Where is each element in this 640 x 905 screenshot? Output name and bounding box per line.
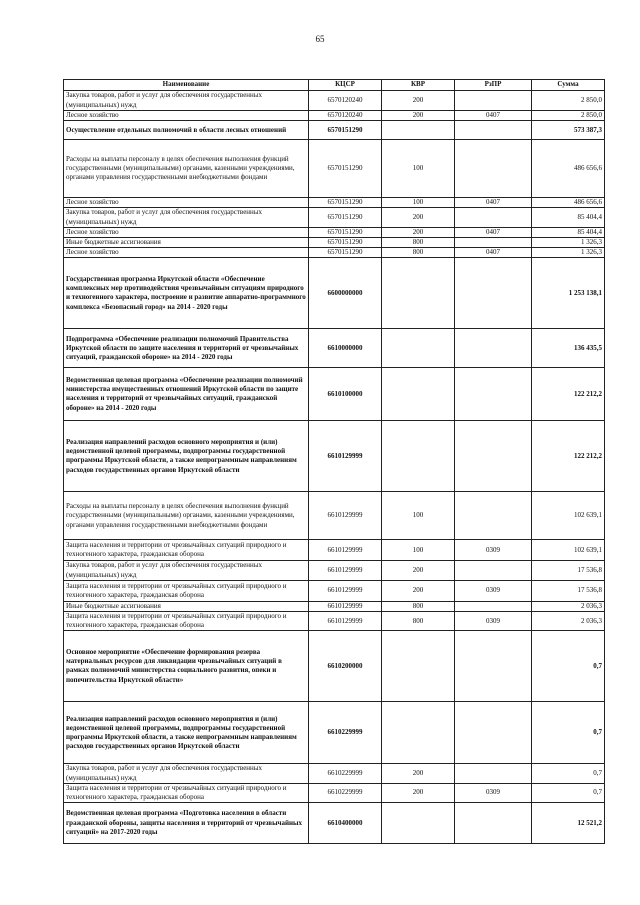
- row-name: Осуществление отдельных полномочий в области лесных отношений: [64, 121, 309, 140]
- row-rzpr: 0309: [455, 580, 532, 601]
- table-row: [64, 612, 605, 631]
- row-sum: 573 387,3: [532, 121, 605, 140]
- table-row: [64, 561, 605, 580]
- row-name: Закупка товаров, работ и услуг для обеспечения государственных (муниципальных) нужд: [64, 91, 309, 111]
- row-sum: 486 656,6: [532, 140, 605, 198]
- table-body: [64, 91, 605, 844]
- row-name: Иные бюджетные ассигнования: [64, 601, 309, 611]
- table-row: [64, 140, 605, 198]
- row-sum: 12 521,2: [532, 803, 605, 844]
- row-name: Государственная программа Иркутской области «Обеспечение комплексных мер противодействия чрезвычайным ситуациям природного и техногенного характера, построение и развитие аппаратно-программного комплекса «Безопасный город» на 2014 - 2020 годы: [64, 258, 309, 329]
- table-header-row: [64, 80, 605, 91]
- row-rzpr: [455, 803, 532, 844]
- row-kcsr: 6570151290: [309, 208, 382, 227]
- row-kvr: 800: [382, 601, 455, 611]
- table-row: [64, 111, 605, 121]
- row-sum: 0,7: [532, 783, 605, 802]
- row-rzpr: 0407: [455, 248, 532, 258]
- row-name: Защита населения и территории от чрезвычайных ситуаций природного и техногенного характера, гражданская оборона: [64, 540, 309, 561]
- row-name: Расходы на выплаты персоналу в целях обеспечения выполнения функций государственными (муниципальными) органами, казенными учреждениями, органами управления государственными внебюджетными фондами: [64, 492, 309, 540]
- page-number: 65: [315, 34, 325, 44]
- row-kvr: 200: [382, 208, 455, 227]
- row-name: Лесное хозяйство: [64, 198, 309, 208]
- row-kcsr: 6610129999: [309, 540, 382, 561]
- row-kvr: 200: [382, 783, 455, 802]
- row-kvr: [382, 803, 455, 844]
- row-name: Ведомственная целевая программа «Подготовка населения в области гражданской обороны, защиты населения и территорий от чрезвычайных ситуаций» на 2017-2020 годы: [64, 803, 309, 844]
- table-row: [64, 368, 605, 421]
- row-name: Защита населения и территории от чрезвычайных ситуаций природного и техногенного характера, гражданская оборона: [64, 580, 309, 601]
- row-kvr: 200: [382, 91, 455, 111]
- table-row: [64, 764, 605, 783]
- row-name: Лесное хозяйство: [64, 111, 309, 121]
- row-rzpr: [455, 561, 532, 580]
- row-kvr: 800: [382, 248, 455, 258]
- table-row: [64, 198, 605, 208]
- table-row: [64, 208, 605, 227]
- row-kcsr: 6610400000: [309, 803, 382, 844]
- row-sum: 2 036,3: [532, 612, 605, 631]
- row-kvr: 100: [382, 540, 455, 561]
- row-kcsr: 6570151290: [309, 227, 382, 237]
- table-row: [64, 702, 605, 764]
- row-rzpr: 0309: [455, 612, 532, 631]
- row-rzpr: [455, 258, 532, 329]
- row-sum: 1 253 138,1: [532, 258, 605, 329]
- row-rzpr: [455, 631, 532, 702]
- row-kcsr: 6610129999: [309, 601, 382, 611]
- row-rzpr: 0407: [455, 198, 532, 208]
- header-kvr: КВР: [382, 80, 455, 91]
- row-kcsr: 6610129999: [309, 612, 382, 631]
- table-row: [64, 601, 605, 611]
- row-sum: 2 036,3: [532, 601, 605, 611]
- table-row: [64, 803, 605, 844]
- row-kvr: [382, 329, 455, 368]
- row-rzpr: 0407: [455, 227, 532, 237]
- row-name: Ведомственная целевая программа «Обеспечение реализации полномочий министерства имущественных отношений Иркутской области по защите населения и территорий от чрезвычайных ситуаций, гражданской обороне» на 2014 - 2020 годы: [64, 368, 309, 421]
- row-kcsr: 6570151290: [309, 248, 382, 258]
- row-kcsr: 6610129999: [309, 492, 382, 540]
- row-kvr: 100: [382, 198, 455, 208]
- row-sum: 102 639,1: [532, 492, 605, 540]
- row-kvr: 800: [382, 238, 455, 248]
- row-sum: 0,7: [532, 631, 605, 702]
- row-kcsr: 6610129999: [309, 580, 382, 601]
- row-kcsr: 6610000000: [309, 329, 382, 368]
- table-row: [64, 121, 605, 140]
- header-kcsr: КЦСР: [309, 80, 382, 91]
- row-rzpr: [455, 421, 532, 492]
- row-kvr: [382, 421, 455, 492]
- row-kvr: 800: [382, 612, 455, 631]
- table-row: [64, 631, 605, 702]
- row-rzpr: [455, 238, 532, 248]
- row-kvr: 200: [382, 111, 455, 121]
- row-rzpr: [455, 601, 532, 611]
- row-kvr: [382, 631, 455, 702]
- row-rzpr: [455, 764, 532, 783]
- row-kcsr: 6610129999: [309, 561, 382, 580]
- row-kvr: [382, 258, 455, 329]
- row-kvr: 200: [382, 561, 455, 580]
- row-kcsr: 6610200000: [309, 631, 382, 702]
- row-kvr: 200: [382, 227, 455, 237]
- row-kcsr: 6610100000: [309, 368, 382, 421]
- row-rzpr: [455, 492, 532, 540]
- table-row: [64, 238, 605, 248]
- row-name: Реализация направлений расходов основного мероприятия и (или) ведомственной целевой программы, подпрограммы государственной программы Иркутской области, а также непрограммным направлениям расходов государственных органов Иркутской области: [64, 702, 309, 764]
- row-kcsr: 6570120240: [309, 111, 382, 121]
- row-rzpr: 0309: [455, 783, 532, 802]
- table-row: [64, 492, 605, 540]
- row-kcsr: 6600000000: [309, 258, 382, 329]
- row-kvr: 100: [382, 492, 455, 540]
- row-name: Иные бюджетные ассигнования: [64, 238, 309, 248]
- row-kcsr: 6610129999: [309, 421, 382, 492]
- row-sum: 122 212,2: [532, 368, 605, 421]
- row-kcsr: 6610229999: [309, 783, 382, 802]
- row-sum: 0,7: [532, 764, 605, 783]
- row-kvr: [382, 121, 455, 140]
- row-rzpr: [455, 702, 532, 764]
- row-rzpr: [455, 208, 532, 227]
- row-rzpr: [455, 121, 532, 140]
- row-rzpr: [455, 140, 532, 198]
- row-sum: 85 404,4: [532, 227, 605, 237]
- table-row: [64, 227, 605, 237]
- row-sum: 122 212,2: [532, 421, 605, 492]
- row-sum: 1 326,3: [532, 248, 605, 258]
- row-name: Закупка товаров, работ и услуг для обеспечения государственных (муниципальных) нужд: [64, 208, 309, 227]
- row-kcsr: 6570151290: [309, 238, 382, 248]
- table-row: [64, 329, 605, 368]
- row-kcsr: 6610229999: [309, 764, 382, 783]
- row-kvr: 200: [382, 580, 455, 601]
- row-kvr: [382, 702, 455, 764]
- row-sum: 85 404,4: [532, 208, 605, 227]
- row-name: Расходы на выплаты персоналу в целях обеспечения выполнения функций государственными (муниципальными) органами, казенными учреждениями, органами управления государственными внебюджетными фондами: [64, 140, 309, 198]
- row-kvr: 200: [382, 764, 455, 783]
- table-row: [64, 258, 605, 329]
- row-kcsr: 6610229999: [309, 702, 382, 764]
- row-sum: 102 639,1: [532, 540, 605, 561]
- table-row: [64, 91, 605, 111]
- row-name: Лесное хозяйство: [64, 248, 309, 258]
- row-kcsr: 6570151290: [309, 121, 382, 140]
- row-sum: 17 536,8: [532, 561, 605, 580]
- row-rzpr: [455, 329, 532, 368]
- row-sum: 17 536,8: [532, 580, 605, 601]
- row-name: Защита населения и территории от чрезвычайных ситуаций природного и техногенного характера, гражданская оборона: [64, 612, 309, 631]
- row-rzpr: 0309: [455, 540, 532, 561]
- row-name: Защита населения и территории от чрезвычайных ситуаций природного и техногенного характера, гражданская оборона: [64, 783, 309, 802]
- row-name: Основное мероприятие «Обеспечение формирования резерва материальных ресурсов для ликвидации чрезвычайных ситуаций в рамках полномочий министерства социального развития, опеки и попечительства Иркутской области»: [64, 631, 309, 702]
- table-row: [64, 783, 605, 802]
- row-sum: 1 326,3: [532, 238, 605, 248]
- row-sum: 0,7: [532, 702, 605, 764]
- row-kvr: 100: [382, 140, 455, 198]
- table-row: [64, 540, 605, 561]
- header-rzpr: РзПР: [455, 80, 532, 91]
- table-row: [64, 421, 605, 492]
- header-name: Наименование: [64, 80, 309, 91]
- row-name: Реализация направлений расходов основного мероприятия и (или) ведомственной целевой программы, подпрограммы государственной программы Иркутской области, а также непрограммным направлениям расходов государственных органов Иркутской области: [64, 421, 309, 492]
- row-rzpr: 0407: [455, 111, 532, 121]
- row-sum: 136 435,5: [532, 329, 605, 368]
- row-kvr: [382, 368, 455, 421]
- row-kcsr: 6570120240: [309, 91, 382, 111]
- row-name: Подпрограмма «Обеспечение реализации полномочий Правительства Иркутской области по защите населения и территорий от чрезвычайных ситуаций, гражданской обороне» на 2014 - 2020 годы: [64, 329, 309, 368]
- header-sum: Сумма: [532, 80, 605, 91]
- row-rzpr: [455, 91, 532, 111]
- row-kcsr: 6570151290: [309, 140, 382, 198]
- row-sum: 486 656,6: [532, 198, 605, 208]
- budget-table: [63, 79, 605, 844]
- row-kcsr: 6570151290: [309, 198, 382, 208]
- table-row: [64, 248, 605, 258]
- table-row: [64, 580, 605, 601]
- row-name: Закупка товаров, работ и услуг для обеспечения государственных (муниципальных) нужд: [64, 561, 309, 580]
- row-name: Закупка товаров, работ и услуг для обеспечения государственных (муниципальных) нужд: [64, 764, 309, 783]
- row-sum: 2 850,0: [532, 91, 605, 111]
- row-name: Лесное хозяйство: [64, 227, 309, 237]
- row-sum: 2 850,0: [532, 111, 605, 121]
- row-rzpr: [455, 368, 532, 421]
